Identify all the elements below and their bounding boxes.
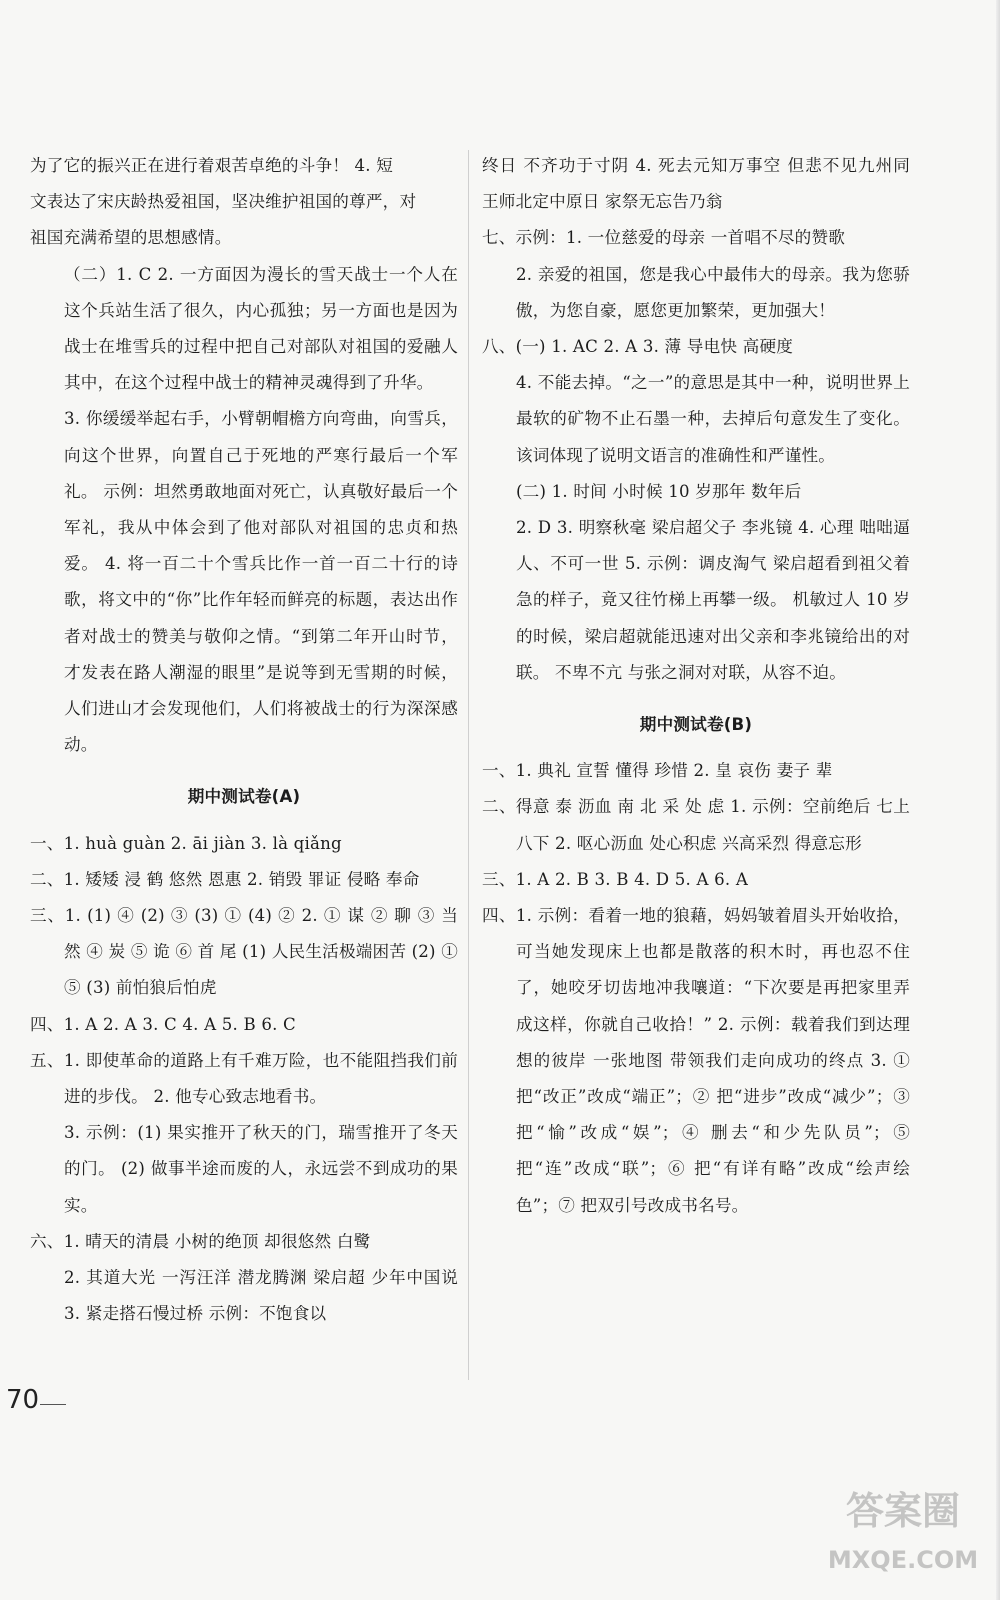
answer-block-3: 3. 你缓缓举起右手，小臂朝帽檐方向弯曲，向雪兵，向这个世界，向置自己于死地的严寒行最后一个军礼。 示例：坦然勇敢地面对死亡，认真敬好最后一个军礼，我从中体会到了他对部队对祖国的忠贞和热爱。 4. 将一百二十个雪兵比作一首一百二十行的诗歌，将文中的“你”比作年轻而鲜亮的标题，表达出作者对战士的赞美与敬仰之情。“到第二年开山时节，才发表在路人潮湿的眼里”是说等到无雪期的时候，人们进山才会发现他们，人们将被战士的行为深深感动。	[64, 409, 458, 755]
answer-item-8-4: 4. 不能去掉。“之一”的意思是其中一种，说明世界上最软的矿物不止石墨一种，去掉后句意发生了变化。该词体现了说明文语言的准确性和严谨性。	[516, 373, 910, 465]
page-number-rule	[40, 1404, 66, 1405]
answer-item-7: 七、示例：1. 一位慈爱的母亲 一首唱不尽的赞歌	[482, 228, 846, 248]
answer-item-8-b: (二) 1. 时间 小时候 10 岁那年 数年后	[516, 481, 802, 501]
watermark-logo-icon	[828, 1472, 978, 1582]
answer-item-1: 一、1. huà guàn 2. āi jiàn 3. là qiǎng	[30, 833, 342, 853]
section-title-midterm-b: 期中测试卷(B)	[639, 715, 753, 735]
answer-item-5-3: 3. 示例：(1) 果实推开了秋天的门，瑞雪推开了冬天的门。 (2) 做事半途而废的人，永远尝不到成功的果实。	[64, 1123, 458, 1215]
answer-b-item-4: 四、1. 示例：看着一地的狼藉，妈妈皱着眉头开始收拾，可当她发现床上也都是散落的积木时，再也忍不住了，她咬牙切齿地冲我嚷道：“下次要是再把家里弄成这样，你就自己收拾！” 2. 示例：载着我们到达理想的彼岸 一张地图 带领我们走向成功的终点 3. ① 把“改正”改成“端正”；② 把“进步”改成“减少”；③ 把“愉”改成“娱”；④ 删去“和少先队员”；⑤ 把“连”改成“联”；⑥ 把“有详有略”改成“绘声绘色”；⑦ 把双引号改成书名号。	[482, 906, 910, 1215]
answer-b-item-1: 一、1. 典礼 宣誓 懂得 珍惜 2. 皇 哀伤 妻子 辈	[482, 761, 833, 781]
answer-item-4: 四、1. A 2. A 3. C 4. A 5. B 6. C	[30, 1014, 296, 1034]
section-title-midterm-a: 期中测试卷(A)	[187, 787, 301, 807]
page-number: 70	[6, 1385, 40, 1415]
answer-item-5: 五、1. 即使革命的道路上有千难万险，也不能阻挡我们前进的步伐。 2. 他专心致志地看书。	[30, 1050, 458, 1107]
answer-item-3: 三、1. (1) ④ (2) ③ (3) ① (4) ② 2. ① 谋 ② 聊 ③ 当然 ④ 炭 ⑤ 诡 ⑥ 首 尾 (1) 人民生活极端困苦 (2) ① ⑤ (3) 前怕狼后怕虎	[30, 906, 458, 998]
answer-item-7-2: 2. 亲爱的祖国，您是我心中最伟大的母亲。我为您骄傲，为您自豪，愿您更加繁荣，更加强大！	[516, 264, 910, 320]
watermark-line-1: 答案圈	[845, 1489, 961, 1533]
answer-item-8-b2: 2. D 3. 明察秋毫 梁启超父子 李兆镜 4. 心理 咄咄逼人、不可一世 5. 示例：调皮淘气 梁启超看到祖父着急的样子，竟又往竹梯上再攀一级。 机敏过人 10 岁的时候，梁启超就能迅速对出父亲和李兆镜给出的对联。 不卑不亢 与张之洞对对联，从容不迫。	[516, 518, 910, 682]
left-column	[30, 148, 458, 1333]
watermark-line-2: MXQE.COM	[828, 1546, 978, 1574]
page-edge-shadow	[996, 0, 1000, 1600]
answer-item-8: 八、(一) 1. AC 2. A 3. 薄 导电快 高硬度	[482, 337, 794, 357]
right-block-1: 终日 不齐功于寸阴 4. 死去元知万事空 但悲不见九州同 王师北定中原日 家祭无忘告乃翁	[482, 156, 910, 212]
left-line-3: 祖国充满希望的思想感情。	[30, 228, 232, 248]
answer-item-6: 六、1. 晴天的清晨 小树的绝顶 却很悠然 白鹭	[30, 1231, 371, 1251]
answer-item-2: 二、1. 矮矮 浸 鹤 悠然 恩惠 2. 销毁 罪证 侵略 奉命	[30, 869, 420, 889]
column-divider	[468, 150, 469, 1380]
right-column	[482, 148, 910, 1224]
answer-item-6-2: 2. 其道大光 一泻汪洋 潜龙腾渊 梁启超 少年中国说 3. 紧走搭石慢过桥 示例：不饱食以	[64, 1268, 458, 1324]
left-line-1: 为了它的振兴正在进行着艰苦卓绝的斗争！ 4. 短	[30, 156, 394, 175]
watermark-logo	[828, 1472, 978, 1582]
answer-b-item-2: 二、得意 泰 沥血 南 北 采 处 虑 1. 示例：空前绝后 七上八下 2. 呕心沥血 处心积虑 兴高采烈 得意忘形	[482, 797, 910, 853]
answer-block-2: （二）1. C 2. 一方面因为漫长的雪天战士一个人在这个兵站生活了很久，内心孤独；另一方面也是因为战士在堆雪兵的过程中把自己对部队对祖国的爱融人其中，在这个过程中战士的精神灵魂得到了升华。	[64, 264, 458, 393]
answer-b-item-3: 三、1. A 2. B 3. B 4. D 5. A 6. A	[482, 869, 749, 889]
left-line-2: 文表达了宋庆龄热爱祖国，坚决维护祖国的尊严，对	[30, 192, 417, 212]
